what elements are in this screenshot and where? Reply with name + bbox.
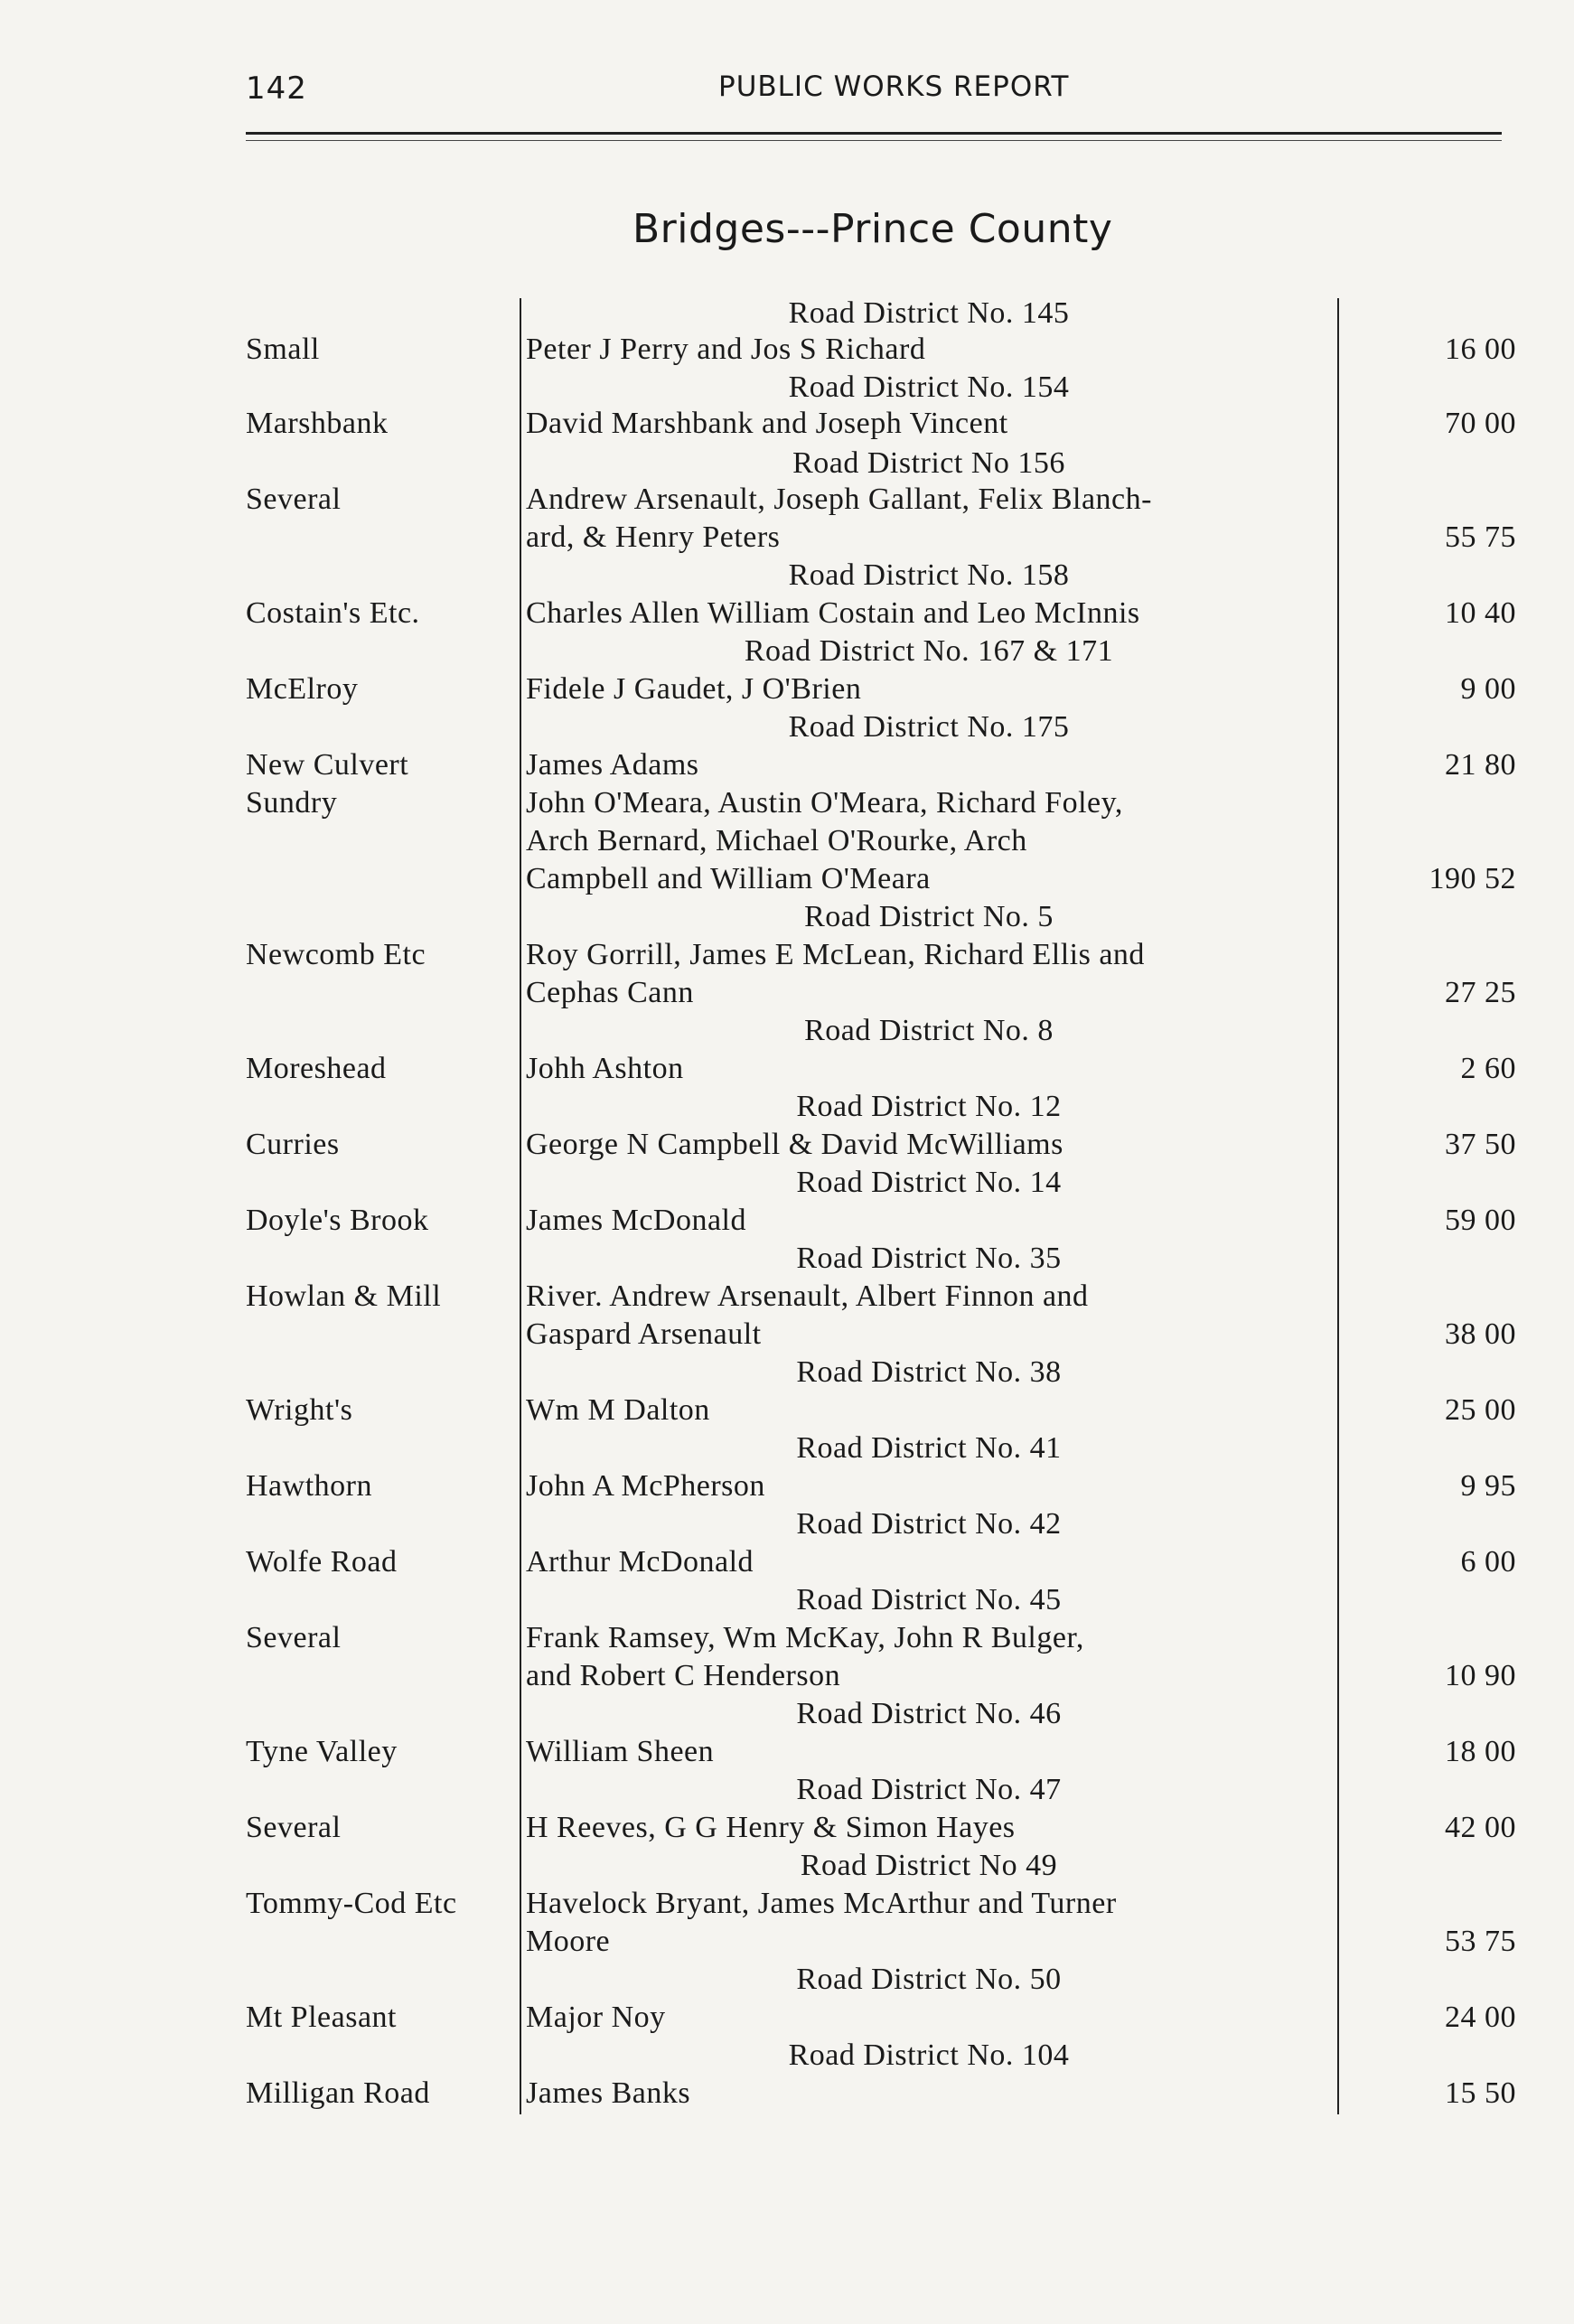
payee-line: Frank Ramsey, Wm McKay, John R Bulger, (526, 1621, 1084, 1654)
payee-line: River. Andrew Arsenault, Albert Finnon and (526, 1279, 1089, 1313)
payee-line: John O'Meara, Austin O'Meara, Richard Foley, (526, 786, 1123, 820)
amount: 10 90 (1445, 1659, 1516, 1692)
header-rule-thin (246, 140, 1502, 141)
payee-line: Wm M Dalton (526, 1393, 710, 1427)
payee-line: Arch Bernard, Michael O'Rourke, Arch (526, 824, 1027, 857)
road-district-heading: Road District No. 145 (788, 296, 1070, 330)
amount: 9 95 (1460, 1469, 1516, 1503)
amount: 9 00 (1460, 672, 1516, 706)
road-district-heading: Road District No. 158 (788, 558, 1070, 592)
road-district-heading: Road District No. 41 (796, 1431, 1062, 1465)
column-rule-left (520, 298, 521, 2114)
payee-line: James Adams (526, 748, 699, 782)
payee-line: John A McPherson (526, 1469, 765, 1503)
bridge-name: Tommy-Cod Etc (246, 1887, 457, 1920)
amount: 18 00 (1445, 1735, 1516, 1768)
amount: 55 75 (1445, 520, 1516, 554)
road-district-heading: Road District No. 45 (796, 1583, 1062, 1616)
road-district-heading: Road District No 156 (792, 446, 1065, 480)
road-district-heading: Road District No. 5 (804, 900, 1054, 933)
bridge-name: Sundry (246, 786, 338, 820)
amount: 2 60 (1460, 1052, 1516, 1085)
road-district-heading: Road District No. 47 (796, 1773, 1062, 1806)
bridge-name: Doyle's Brook (246, 1204, 429, 1237)
bridge-name: Tyne Valley (246, 1735, 398, 1768)
page-number: 142 (246, 70, 307, 107)
bridge-name: Howlan & Mill (246, 1279, 442, 1313)
payee-line: Johh Ashton (526, 1052, 684, 1085)
road-district-heading: Road District No. 35 (796, 1242, 1062, 1275)
header-rule (246, 132, 1502, 135)
bridge-name: Wright's (246, 1393, 353, 1427)
amount: 24 00 (1445, 2001, 1516, 2034)
payee-line: Gaspard Arsenault (526, 1317, 762, 1351)
amount: 53 75 (1445, 1925, 1516, 1958)
column-rule-right (1337, 298, 1339, 2114)
road-district-heading: Road District No. 38 (796, 1355, 1062, 1389)
payee-line: Havelock Bryant, James McArthur and Turner (526, 1887, 1117, 1920)
amount: 38 00 (1445, 1317, 1516, 1351)
payee-line: ard, & Henry Peters (526, 520, 781, 554)
payee-line: and Robert C Henderson (526, 1659, 841, 1692)
payee-line: Charles Allen William Costain and Leo McInnis (526, 596, 1140, 630)
payee-line: Campbell and William O'Meara (526, 862, 931, 895)
road-district-heading: Road District No. 12 (796, 1090, 1062, 1123)
amount: 16 00 (1445, 333, 1516, 366)
bridge-name: Hawthorn (246, 1469, 372, 1503)
amount: 15 50 (1445, 2076, 1516, 2110)
payee-line: Peter J Perry and Jos S Richard (526, 333, 926, 366)
amount: 59 00 (1445, 1204, 1516, 1237)
road-district-heading: Road District No. 50 (796, 1963, 1062, 1996)
payee-line: Andrew Arsenault, Joseph Gallant, Felix Blanch- (526, 483, 1152, 516)
payee-line: Moore (526, 1925, 611, 1958)
bridge-name: Curries (246, 1128, 340, 1161)
road-district-heading: Road District No. 14 (796, 1166, 1062, 1199)
bridge-name: Several (246, 1811, 342, 1844)
amount: 27 25 (1445, 976, 1516, 1009)
road-district-heading: Road District No. 104 (788, 2038, 1070, 2072)
payee-line: David Marshbank and Joseph Vincent (526, 407, 1008, 440)
bridge-name: Several (246, 1621, 342, 1654)
payee-line: Cephas Cann (526, 976, 694, 1009)
payee-line: Major Noy (526, 2001, 666, 2034)
amount: 37 50 (1445, 1128, 1516, 1161)
payee-line: H Reeves, G G Henry & Simon Hayes (526, 1811, 1016, 1844)
amount: 25 00 (1445, 1393, 1516, 1427)
bridge-name: Marshbank (246, 407, 389, 440)
amount: 190 52 (1429, 862, 1516, 895)
payee-line: William Sheen (526, 1735, 715, 1768)
bridge-name: Wolfe Road (246, 1545, 398, 1579)
road-district-heading: Road District No 49 (800, 1849, 1058, 1882)
bridge-name: Several (246, 483, 342, 516)
road-district-heading: Road District No. 46 (796, 1697, 1062, 1730)
amount: 21 80 (1445, 748, 1516, 782)
payee-line: Fidele J Gaudet, J O'Brien (526, 672, 862, 706)
road-district-heading: Road District No. 175 (788, 710, 1070, 744)
payee-line: George N Campbell & David McWilliams (526, 1128, 1063, 1161)
amount: 70 00 (1445, 407, 1516, 440)
bridge-name: Small (246, 333, 320, 366)
section-title: Bridges---Prince County (632, 206, 1113, 252)
road-district-heading: Road District No. 8 (804, 1014, 1054, 1047)
road-district-heading: Road District No. 154 (788, 370, 1070, 404)
payee-line: James McDonald (526, 1204, 747, 1237)
bridge-name: Mt Pleasant (246, 2001, 397, 2034)
amount: 42 00 (1445, 1811, 1516, 1844)
bridge-name: Newcomb Etc (246, 938, 426, 971)
road-district-heading: Road District No. 42 (796, 1507, 1062, 1541)
bridge-name: Costain's Etc. (246, 596, 420, 630)
bridge-name: McElroy (246, 672, 359, 706)
bridge-name: Moreshead (246, 1052, 387, 1085)
amount: 6 00 (1460, 1545, 1516, 1579)
road-district-heading: Road District No. 167 & 171 (744, 634, 1114, 668)
payee-line: Arthur McDonald (526, 1545, 754, 1579)
bridge-name: New Culvert (246, 748, 409, 782)
running-head: PUBLIC WORKS REPORT (718, 70, 1070, 103)
amount: 10 40 (1445, 596, 1516, 630)
bridge-name: Milligan Road (246, 2076, 430, 2110)
payee-line: James Banks (526, 2076, 691, 2110)
payee-line: Roy Gorrill, James E McLean, Richard Ellis and (526, 938, 1145, 971)
